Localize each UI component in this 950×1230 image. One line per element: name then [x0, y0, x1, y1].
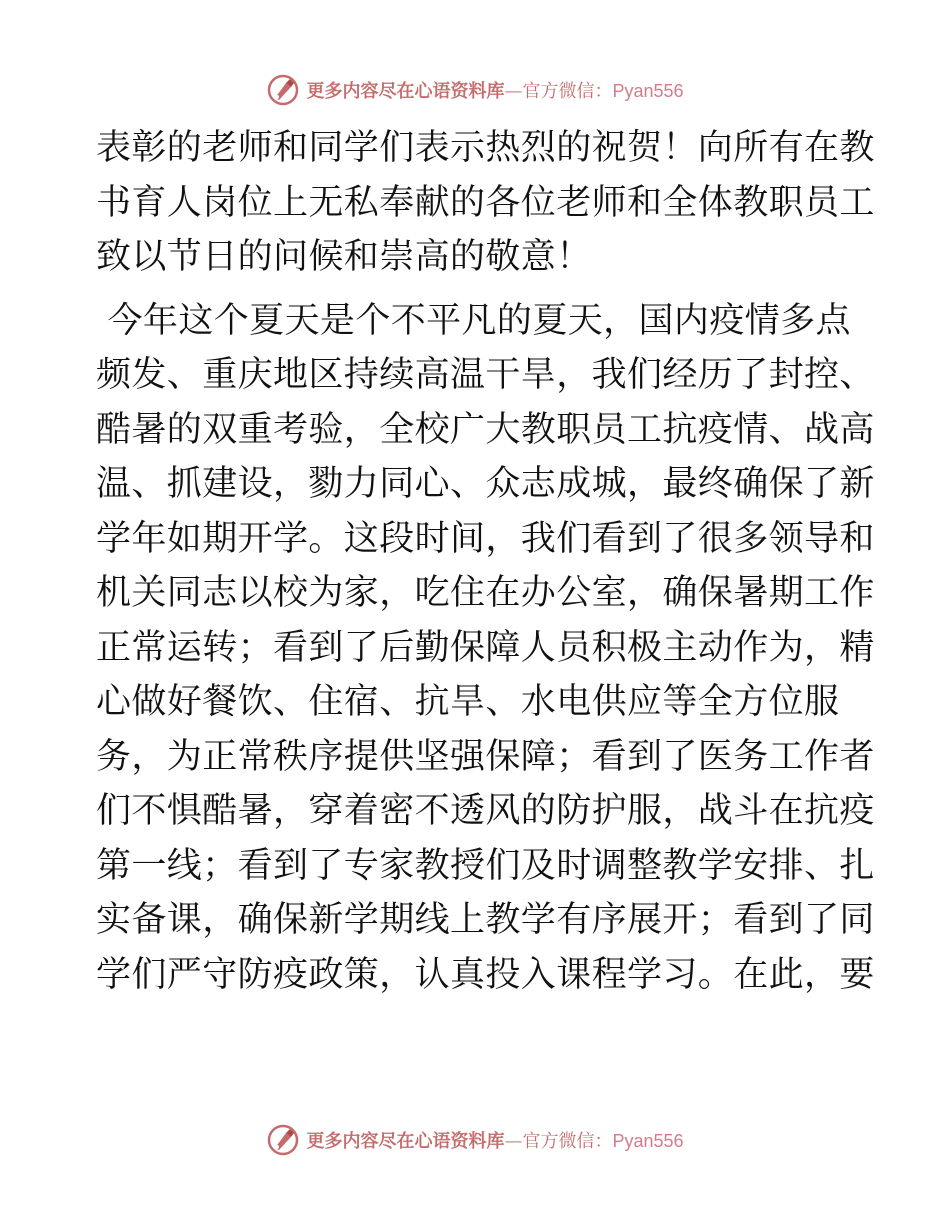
header-banner — [0, 68, 950, 112]
text-line: 今年这个夏天是个不平凡的夏天，国内疫情多点 — [96, 300, 851, 341]
text-line: 机关同志以校为家，吃住在办公室，确保暑期工作 — [96, 573, 875, 613]
text-line: 表彰的老师和同学们表示热烈的祝贺！向所有在教 — [96, 128, 875, 168]
banner-wechat-id: Pyan556 — [612, 81, 684, 101]
text-line: 实备课，确保新学期线上教学有序展开；看到了同 — [96, 900, 875, 940]
text-line: 第一线；看到了专家教授们及时调整教学安排、扎 — [96, 845, 875, 886]
text-line: 书育人岗位上无私奉献的各位老师和全体教职员工 — [96, 182, 875, 223]
banner-text — [306, 1127, 683, 1153]
banner-text — [306, 77, 683, 103]
banner-wechat-label: 官方微信： — [522, 81, 613, 102]
document-body — [96, 121, 875, 1002]
banner-wechat-label: 官方微信： — [522, 1131, 613, 1152]
footer-banner — [0, 1118, 950, 1162]
paragraph-1 — [96, 121, 875, 285]
text-line: 务，为正常秩序提供坚强保障；看到了医务工作者 — [96, 736, 875, 777]
text-line: 致以节日的问候和崇高的敬意！ — [96, 237, 592, 277]
text-line: 学年如期开学。这段时间，我们看到了很多领导和 — [96, 518, 875, 559]
text-line: 酷暑的双重考验，全校广大教职员工抗疫情、战高 — [96, 409, 875, 450]
pen-nib-logo-icon — [266, 73, 300, 107]
text-line: 心做好餐饮、住宿、抗旱、水电供应等全方位服 — [96, 682, 840, 722]
text-line: 频发、重庆地区持续高温干旱，我们经历了封控、 — [96, 355, 875, 395]
banner-site-name: 更多内容尽在心语资料库 — [306, 1131, 505, 1152]
text-line: 学们严守防疫政策，认真投入课程学习。在此，要 — [96, 954, 875, 995]
banner-site-name: 更多内容尽在心语资料库 — [306, 81, 505, 102]
text-line: 正常运转；看到了后勤保障人员积极主动作为，精 — [96, 627, 875, 668]
text-line: 们不惧酷暑，穿着密不透风的防护服，战斗在抗疫 — [96, 791, 875, 831]
paragraph-2 — [96, 294, 875, 1003]
pen-nib-logo-icon — [266, 1123, 300, 1157]
text-line: 温、抓建设，勠力同心、众志成城，最终确保了新 — [96, 464, 875, 504]
banner-dash: — — [504, 81, 523, 102]
banner-dash: — — [504, 1131, 523, 1152]
banner-wechat-id: Pyan556 — [612, 1131, 684, 1151]
